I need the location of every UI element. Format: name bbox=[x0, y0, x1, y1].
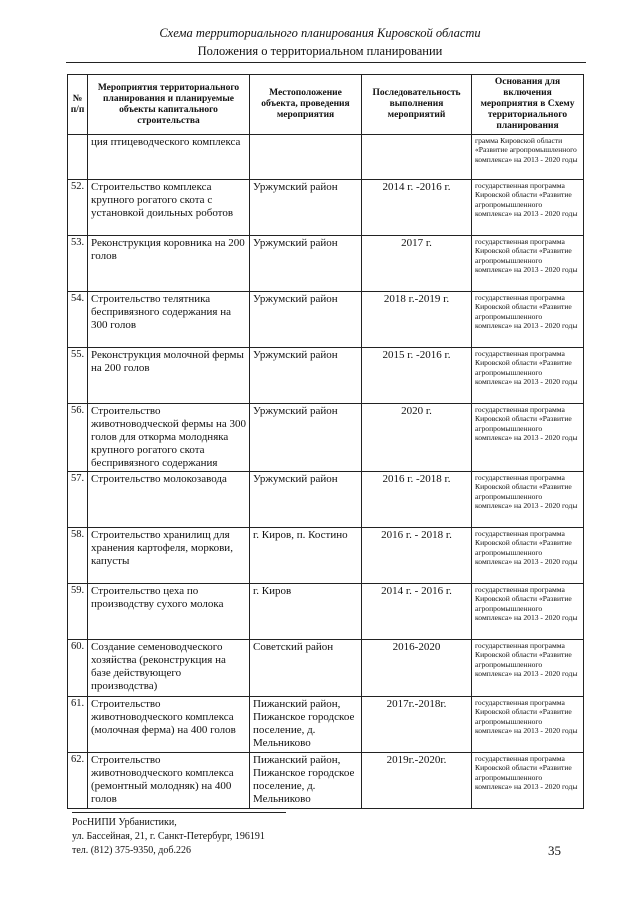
planning-table bbox=[67, 74, 584, 809]
table-row bbox=[68, 697, 584, 753]
location: Уржумский район bbox=[250, 348, 362, 404]
location: Пижанский район, Пижанское городское поселение, д. Мельниково bbox=[250, 753, 362, 809]
period bbox=[362, 135, 472, 180]
table-row bbox=[68, 292, 584, 348]
period: 2014 г. -2016 г. bbox=[362, 180, 472, 236]
basis: государственная программа Кировской области «Развитие агропромышленного комплекса» на 2013 - 2020 годы bbox=[472, 528, 584, 584]
table-row bbox=[68, 472, 584, 528]
footer-phone: тел. (812) 375-9350, доб.226 bbox=[72, 845, 191, 856]
table-row bbox=[68, 180, 584, 236]
period: 2016 г. - 2018 г. bbox=[362, 528, 472, 584]
activity-name: Строительство животноводческого комплекса (молочная ферма) на 400 голов bbox=[88, 697, 250, 753]
location: г. Киров bbox=[250, 584, 362, 640]
basis: государственная программа Кировской области «Развитие агропромышленного комплекса» на 2013 - 2020 годы bbox=[472, 584, 584, 640]
period: 2016-2020 bbox=[362, 640, 472, 697]
period: 2020 г. bbox=[362, 404, 472, 472]
activity-name: Строительство животноводческого комплекса (ремонтный молодняк) на 400 голов bbox=[88, 753, 250, 809]
row-number: 57. bbox=[68, 472, 88, 528]
location bbox=[250, 135, 362, 180]
basis: грамма Кировской области «Развитие агропромышленного комплекса» на 2013 - 2020 годы bbox=[472, 135, 584, 180]
location: Уржумский район bbox=[250, 404, 362, 472]
row-number: 52. bbox=[68, 180, 88, 236]
activity-name: Строительство телятника беспривязного содержания на 300 голов bbox=[88, 292, 250, 348]
column-header-basis: Основания для включения мероприятия в Схему территориального планирования bbox=[472, 75, 584, 135]
location: Уржумский район bbox=[250, 236, 362, 292]
period: 2015 г. -2016 г. bbox=[362, 348, 472, 404]
activity-name: ция птицеводческого комплекса bbox=[88, 135, 250, 180]
table-row bbox=[68, 753, 584, 809]
document-title: Схема территориального планирования Кировской области bbox=[159, 26, 481, 40]
footer-organization: РосНИПИ Урбанистики, bbox=[72, 817, 177, 828]
column-header-sequence: Последовательность выполнения мероприятий bbox=[362, 75, 472, 135]
activity-name: Реконструкция молочной фермы на 200 голов bbox=[88, 348, 250, 404]
activity-name: Строительство молокозавода bbox=[88, 472, 250, 528]
table-row bbox=[68, 404, 584, 472]
footer-divider bbox=[72, 812, 286, 813]
period: 2018 г.-2019 г. bbox=[362, 292, 472, 348]
basis: государственная программа Кировской области «Развитие агропромышленного комплекса» на 2013 - 2020 годы bbox=[472, 404, 584, 472]
location: Уржумский район bbox=[250, 472, 362, 528]
location: Советский район bbox=[250, 640, 362, 697]
basis: государственная программа Кировской области «Развитие агропромышленного комплекса» на 2013 - 2020 годы bbox=[472, 348, 584, 404]
period: 2019г.-2020г. bbox=[362, 753, 472, 809]
row-number: 58. bbox=[68, 528, 88, 584]
document-subtitle: Положения о территориальном планировании bbox=[197, 44, 443, 58]
column-header-location: Местоположение объекта, проведения мероприятия bbox=[250, 75, 362, 135]
row-number: 59. bbox=[68, 584, 88, 640]
location: Уржумский район bbox=[250, 180, 362, 236]
header-divider bbox=[66, 62, 586, 63]
activity-name: Создание семеноводческого хозяйства (реконструкция на базе действующего производства) bbox=[88, 640, 250, 697]
page-number: 35 bbox=[548, 843, 561, 858]
basis: государственная программа Кировской области «Развитие агропромышленного комплекса» на 2013 - 2020 годы bbox=[472, 180, 584, 236]
row-number: 55. bbox=[68, 348, 88, 404]
activity-name: Строительство хранилищ для хранения картофеля, моркови, капусты bbox=[88, 528, 250, 584]
table-row bbox=[68, 135, 584, 180]
row-number: 62. bbox=[68, 753, 88, 809]
table-header-row bbox=[68, 75, 584, 135]
row-number: 60. bbox=[68, 640, 88, 697]
footer-address: ул. Бассейная, 21, г. Санкт-Петербург, 196191 bbox=[72, 831, 265, 842]
period: 2017г.-2018г. bbox=[362, 697, 472, 753]
location: Пижанский район, Пижанское городское поселение, д. Мельниково bbox=[250, 697, 362, 753]
activity-name: Строительство цеха по производству сухого молока bbox=[88, 584, 250, 640]
activity-name: Строительство животноводческой фермы на 300 голов для откорма молодняка крупного рогатого скота беспривязного содержания bbox=[88, 404, 250, 472]
row-number: 56. bbox=[68, 404, 88, 472]
activity-name: Строительство комплекса крупного рогатого скота с установкой доильных роботов bbox=[88, 180, 250, 236]
period: 2014 г. - 2016 г. bbox=[362, 584, 472, 640]
column-header-number: № п/п bbox=[68, 75, 88, 135]
row-number: 54. bbox=[68, 292, 88, 348]
table-row bbox=[68, 348, 584, 404]
location: г. Киров, п. Костино bbox=[250, 528, 362, 584]
activity-name: Реконструкция коровника на 200 голов bbox=[88, 236, 250, 292]
basis: государственная программа Кировской области «Развитие агропромышленного комплекса» на 2013 - 2020 годы bbox=[472, 697, 584, 753]
basis: государственная программа Кировской области «Развитие агропромышленного комплекса» на 2013 - 2020 годы bbox=[472, 472, 584, 528]
table-row bbox=[68, 640, 584, 697]
basis: государственная программа Кировской области «Развитие агропромышленного комплекса» на 2013 - 2020 годы bbox=[472, 753, 584, 809]
column-header-activity: Мероприятия территориального планирования и планируемые объекты капитального строительства bbox=[88, 75, 250, 135]
basis: государственная программа Кировской области «Развитие агропромышленного комплекса» на 2013 - 2020 годы bbox=[472, 236, 584, 292]
location: Уржумский район bbox=[250, 292, 362, 348]
basis: государственная программа Кировской области «Развитие агропромышленного комплекса» на 2013 - 2020 годы bbox=[472, 640, 584, 697]
row-number: 61. bbox=[68, 697, 88, 753]
table-row bbox=[68, 528, 584, 584]
row-number: 53. bbox=[68, 236, 88, 292]
table-row bbox=[68, 236, 584, 292]
table-row bbox=[68, 584, 584, 640]
row-number bbox=[68, 135, 88, 180]
period: 2016 г. -2018 г. bbox=[362, 472, 472, 528]
period: 2017 г. bbox=[362, 236, 472, 292]
basis: государственная программа Кировской области «Развитие агропромышленного комплекса» на 2013 - 2020 годы bbox=[472, 292, 584, 348]
